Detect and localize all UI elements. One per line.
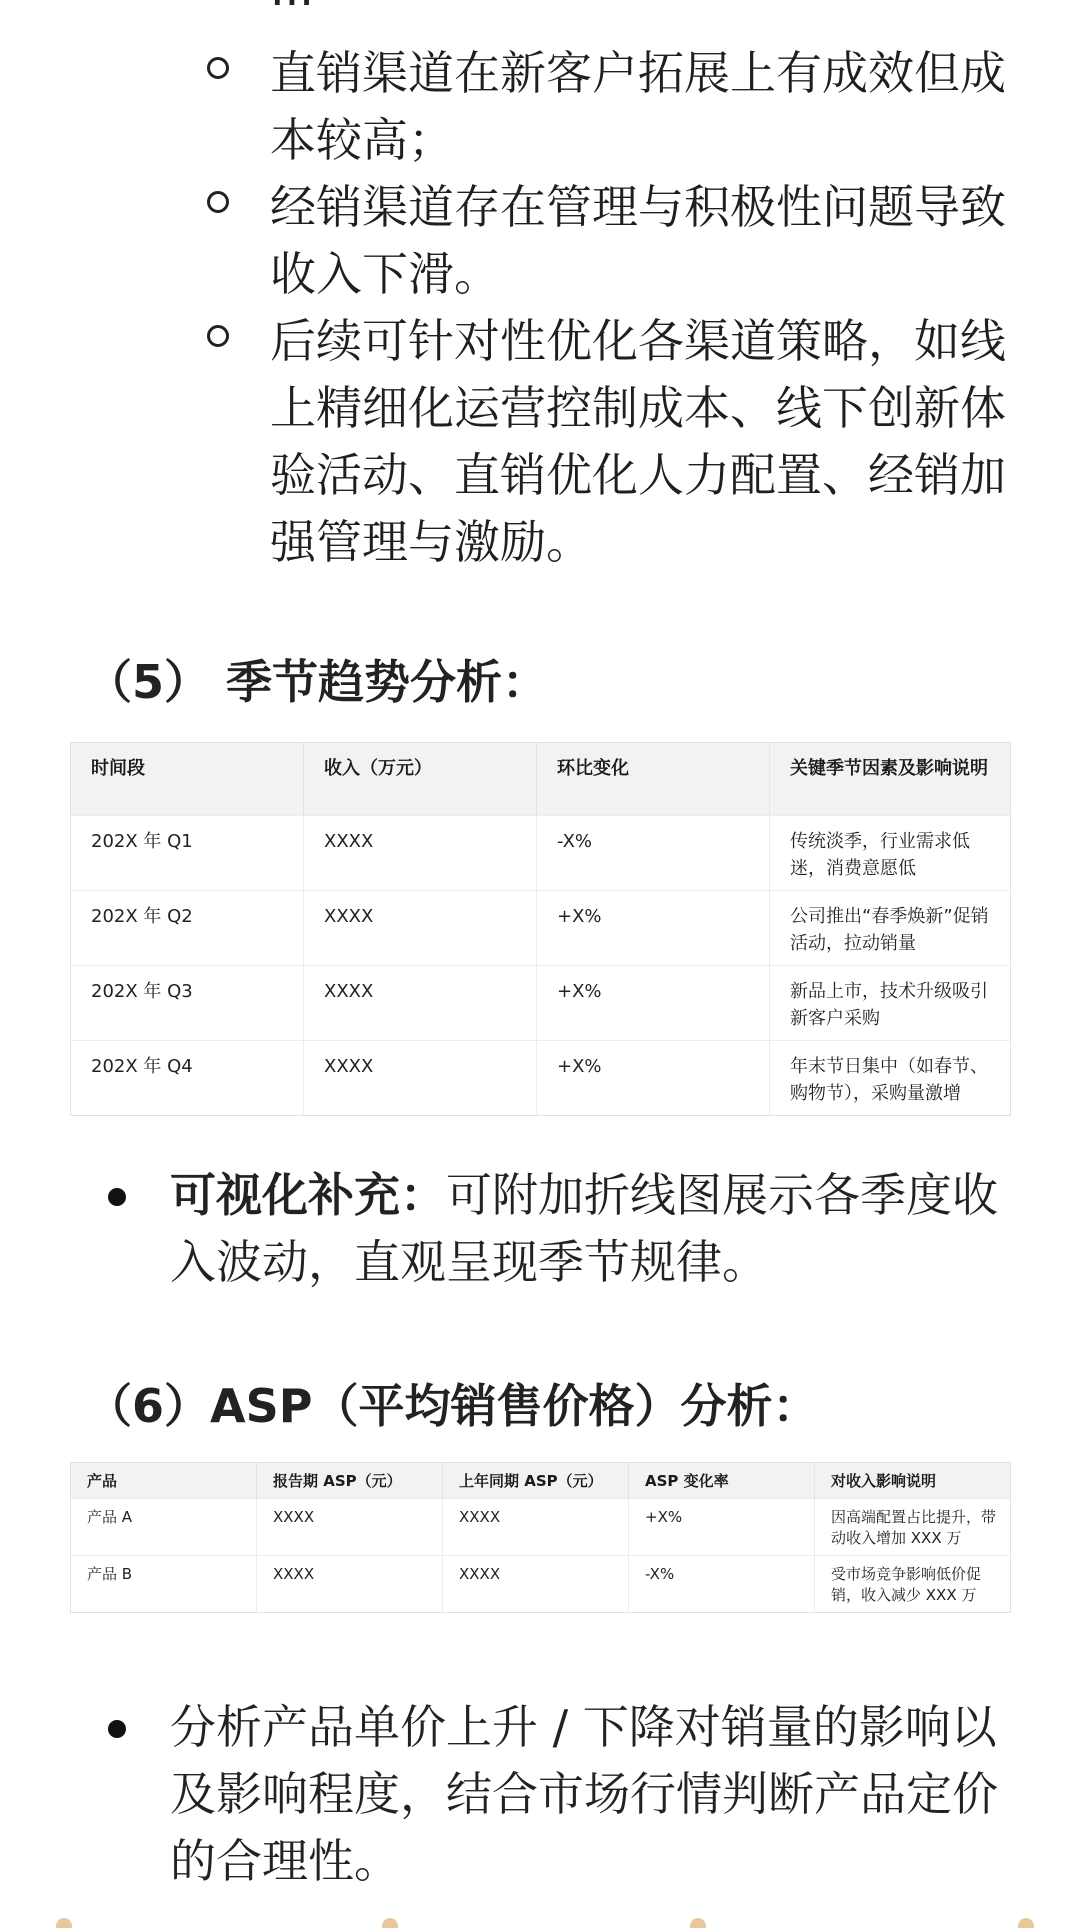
table-cell: XXXX	[257, 1556, 443, 1613]
decoration-mark	[690, 1918, 706, 1928]
column-header: 时间段	[71, 743, 304, 816]
seasonal-trend-table	[70, 742, 1011, 1116]
list-item-text: 后续可针对性优化各渠道策略，如线上精细化运营控制成本、线下创新体验活动、直销优化人力配置、经销加强管理与激励。	[270, 314, 1006, 569]
hollow-bullet-icon	[207, 191, 229, 213]
column-header: ASP 变化率	[629, 1463, 815, 1499]
table-cell: +X%	[537, 1041, 770, 1116]
bullet-lead: 可视化补充：	[170, 1168, 446, 1222]
section-6-title: （6）ASP（平均销售价格）分析：	[86, 1379, 819, 1433]
bullet-text: 可附加折线图展示各季度收入波动，直观呈现季节规律。	[170, 1168, 998, 1289]
table-header-row	[71, 1463, 1011, 1499]
bullet-dot-icon	[108, 1720, 126, 1738]
table-cell: XXXX	[257, 1499, 443, 1556]
table-cell: 年末节日集中（如春节、购物节），采购量激增	[770, 1041, 1011, 1116]
table-header-row	[71, 743, 1011, 816]
column-header: 环比变化	[537, 743, 770, 816]
hollow-bullet-icon	[207, 57, 229, 79]
list-item	[0, 174, 1080, 308]
list-item	[0, 1162, 1080, 1296]
table-cell: 202X 年 Q2	[71, 891, 304, 966]
bullet-text: 分析产品单价上升 / 下降对销量的影响以及影响程度，结合市场行情判断产品定价的合理性。	[170, 1700, 998, 1888]
table-cell: 202X 年 Q3	[71, 966, 304, 1041]
table-row	[71, 816, 1011, 891]
list-item	[0, 40, 1080, 174]
section-5-title: （5） 季节趋势分析：	[86, 655, 549, 709]
table-cell: XXXX	[304, 1041, 537, 1116]
table-cell: +X%	[629, 1499, 815, 1556]
table-row	[71, 966, 1011, 1041]
column-header: 报告期 ASP（元）	[257, 1463, 443, 1499]
table-row	[71, 891, 1011, 966]
table-cell: 产品 A	[71, 1499, 257, 1556]
asp-analysis-table	[70, 1462, 1011, 1613]
visualization-note	[0, 1162, 1080, 1296]
table-cell: 传统淡季，行业需求低迷，消费意愿低	[770, 816, 1011, 891]
table-cell: +X%	[537, 966, 770, 1041]
decoration-mark	[56, 1918, 72, 1928]
table-cell: XXXX	[304, 816, 537, 891]
table-cell: 公司推出“春季焕新”促销活动，拉动销量	[770, 891, 1011, 966]
bullet-dot-icon	[108, 1188, 126, 1206]
table-cell: -X%	[629, 1556, 815, 1613]
column-header: 产品	[71, 1463, 257, 1499]
table-cell: 202X 年 Q4	[71, 1041, 304, 1116]
table-cell: XXXX	[443, 1499, 629, 1556]
cut-off-text	[270, 0, 314, 16]
table-cell: 新品上市，技术升级吸引新客户采购	[770, 966, 1011, 1041]
column-header: 收入（万元）	[304, 743, 537, 816]
table-cell: 受市场竞争影响低价促销，收入减少 XXX 万	[815, 1556, 1011, 1613]
decoration-mark	[382, 1918, 398, 1928]
table-cell: XXXX	[443, 1556, 629, 1613]
table-row	[71, 1499, 1011, 1556]
table-cell: 因高端配置占比提升，带动收入增加 XXX 万	[815, 1499, 1011, 1556]
channel-conclusion-list	[0, 40, 1080, 576]
asp-analysis-note	[0, 1694, 1080, 1895]
list-item-text: 经销渠道存在管理与积极性问题导致收入下滑。	[270, 180, 1006, 301]
column-header: 上年同期 ASP（元）	[443, 1463, 629, 1499]
table-cell: 产品 B	[71, 1556, 257, 1613]
table-cell: 202X 年 Q1	[71, 816, 304, 891]
table-row	[71, 1556, 1011, 1613]
list-item	[0, 1694, 1080, 1895]
hollow-bullet-icon	[207, 325, 229, 347]
column-header: 关键季节因素及影响说明	[770, 743, 1011, 816]
table-row	[71, 1041, 1011, 1116]
table-cell: -X%	[537, 816, 770, 891]
table-cell: XXXX	[304, 966, 537, 1041]
bottom-cut-off-marks	[0, 1918, 1080, 1932]
list-item	[0, 308, 1080, 576]
table-cell: +X%	[537, 891, 770, 966]
decoration-mark	[1018, 1918, 1034, 1928]
column-header: 对收入影响说明	[815, 1463, 1011, 1499]
list-item-text: 直销渠道在新客户拓展上有成效但成本较高；	[270, 46, 1006, 167]
table-cell: XXXX	[304, 891, 537, 966]
